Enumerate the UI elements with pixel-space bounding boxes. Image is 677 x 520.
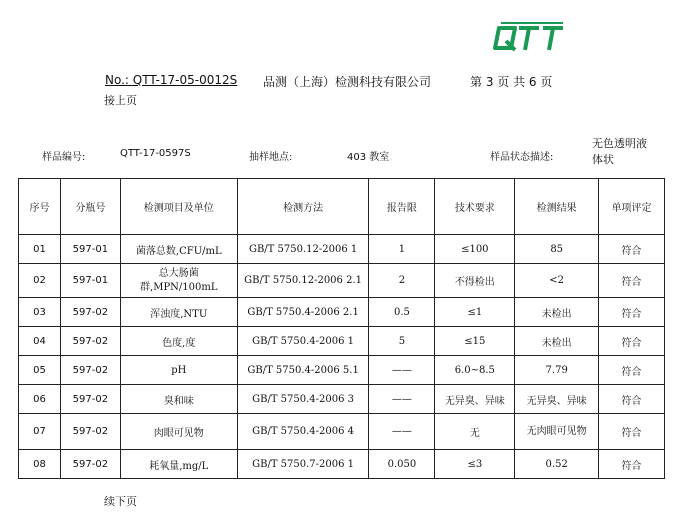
cell-limit: 0.050 bbox=[369, 450, 435, 479]
cell-limit: 2 bbox=[369, 264, 435, 298]
cell-assessment: 符合 bbox=[599, 264, 665, 298]
cell-seq: 06 bbox=[19, 385, 61, 414]
cell-bottle: 597-02 bbox=[60, 414, 120, 450]
sample-id-value: QTT-17-0597S bbox=[120, 148, 191, 159]
cell-limit: 5 bbox=[369, 327, 435, 356]
cell-method: GB/T 5750.4-2006 1 bbox=[237, 327, 369, 356]
cell-result: 0.52 bbox=[515, 450, 599, 479]
table-row bbox=[19, 356, 665, 385]
cell-requirement: 6.0~8.5 bbox=[435, 356, 515, 385]
cell-item: 耗氧量,mg/L bbox=[120, 450, 237, 479]
sampling-location-value: 403 教室 bbox=[347, 152, 390, 163]
col-header: 分瓶号 bbox=[60, 179, 120, 235]
col-header: 检测项目及单位 bbox=[120, 179, 237, 235]
cell-limit: 0.5 bbox=[369, 298, 435, 327]
cell-limit: —— bbox=[369, 356, 435, 385]
cell-result: 无异臭、异味 bbox=[515, 385, 599, 414]
cell-item: 肉眼可见物 bbox=[120, 414, 237, 450]
cell-seq: 01 bbox=[19, 235, 61, 264]
table-row bbox=[19, 385, 665, 414]
col-header: 序号 bbox=[19, 179, 61, 235]
cell-requirement: ≤15 bbox=[435, 327, 515, 356]
cell-assessment: 符合 bbox=[599, 327, 665, 356]
cell-bottle: 597-01 bbox=[60, 235, 120, 264]
cell-bottle: 597-02 bbox=[60, 450, 120, 479]
cell-item: 总大肠菌群,MPN/100mL bbox=[120, 264, 237, 298]
cell-limit: —— bbox=[369, 414, 435, 450]
cell-item: pH bbox=[120, 356, 237, 385]
cell-requirement: 无异臭、异味 bbox=[435, 385, 515, 414]
cell-result: <2 bbox=[515, 264, 599, 298]
col-header: 报告限 bbox=[369, 179, 435, 235]
company-logo bbox=[493, 22, 565, 54]
cell-seq: 02 bbox=[19, 264, 61, 298]
cell-method: GB/T 5750.7-2006 1 bbox=[237, 450, 369, 479]
continued-to-note: 续下页 bbox=[104, 495, 137, 508]
cell-seq: 07 bbox=[19, 414, 61, 450]
cell-seq: 05 bbox=[19, 356, 61, 385]
continued-from-note: 接上页 bbox=[104, 94, 137, 107]
table-row bbox=[19, 414, 665, 450]
table-row bbox=[19, 327, 665, 356]
cell-bottle: 597-01 bbox=[60, 264, 120, 298]
col-header: 检测结果 bbox=[515, 179, 599, 235]
cell-limit: —— bbox=[369, 385, 435, 414]
cell-requirement: ≤100 bbox=[435, 235, 515, 264]
cell-bottle: 597-02 bbox=[60, 356, 120, 385]
cell-result: 7.79 bbox=[515, 356, 599, 385]
cell-item: 浑浊度,NTU bbox=[120, 298, 237, 327]
document-header bbox=[105, 73, 553, 89]
cell-result: 未检出 bbox=[515, 327, 599, 356]
cell-assessment: 符合 bbox=[599, 356, 665, 385]
cell-item: 菌落总数,CFU/mL bbox=[120, 235, 237, 264]
sample-id-label: 样品编号: bbox=[42, 152, 86, 163]
cell-bottle: 597-02 bbox=[60, 298, 120, 327]
cell-limit: 1 bbox=[369, 235, 435, 264]
col-header: 单项评定 bbox=[599, 179, 665, 235]
cell-method: GB/T 5750.12-2006 1 bbox=[237, 235, 369, 264]
cell-seq: 04 bbox=[19, 327, 61, 356]
document-number: No.: QTT-17-05-0012S bbox=[105, 73, 238, 87]
cell-method: GB/T 5750.4-2006 5.1 bbox=[237, 356, 369, 385]
cell-method: GB/T 5750.4-2006 4 bbox=[237, 414, 369, 450]
col-header: 检测方法 bbox=[237, 179, 369, 235]
cell-seq: 03 bbox=[19, 298, 61, 327]
cell-assessment: 符合 bbox=[599, 298, 665, 327]
table-header-row bbox=[19, 179, 665, 235]
test-results-table bbox=[18, 178, 665, 479]
cell-method: GB/T 5750.4-2006 3 bbox=[237, 385, 369, 414]
table-row bbox=[19, 298, 665, 327]
sample-state-label: 样品状态描述: bbox=[490, 152, 554, 163]
table-row bbox=[19, 235, 665, 264]
table-row bbox=[19, 450, 665, 479]
cell-result: 未检出 bbox=[515, 298, 599, 327]
cell-result: 无肉眼可见物 bbox=[515, 414, 599, 450]
cell-assessment: 符合 bbox=[599, 235, 665, 264]
sampling-location-label: 抽样地点: bbox=[249, 152, 293, 163]
col-header: 技术要求 bbox=[435, 179, 515, 235]
cell-assessment: 符合 bbox=[599, 450, 665, 479]
company-name: 品测（上海）检测科技有限公司 bbox=[263, 75, 432, 89]
cell-assessment: 符合 bbox=[599, 385, 665, 414]
cell-requirement: 无 bbox=[435, 414, 515, 450]
cell-assessment: 符合 bbox=[599, 414, 665, 450]
table-row bbox=[19, 264, 665, 298]
cell-item: 色度,度 bbox=[120, 327, 237, 356]
sample-state-value: 无色透明液体状 bbox=[592, 137, 647, 166]
cell-seq: 08 bbox=[19, 450, 61, 479]
cell-method: GB/T 5750.4-2006 2.1 bbox=[237, 298, 369, 327]
cell-result: 85 bbox=[515, 235, 599, 264]
cell-requirement: ≤3 bbox=[435, 450, 515, 479]
cell-requirement: ≤1 bbox=[435, 298, 515, 327]
page-indicator: 第 3 页 共 6 页 bbox=[470, 75, 553, 89]
cell-requirement: 不得检出 bbox=[435, 264, 515, 298]
cell-bottle: 597-02 bbox=[60, 327, 120, 356]
cell-bottle: 597-02 bbox=[60, 385, 120, 414]
cell-method: GB/T 5750.12-2006 2.1 bbox=[237, 264, 369, 298]
cell-item: 臭和味 bbox=[120, 385, 237, 414]
